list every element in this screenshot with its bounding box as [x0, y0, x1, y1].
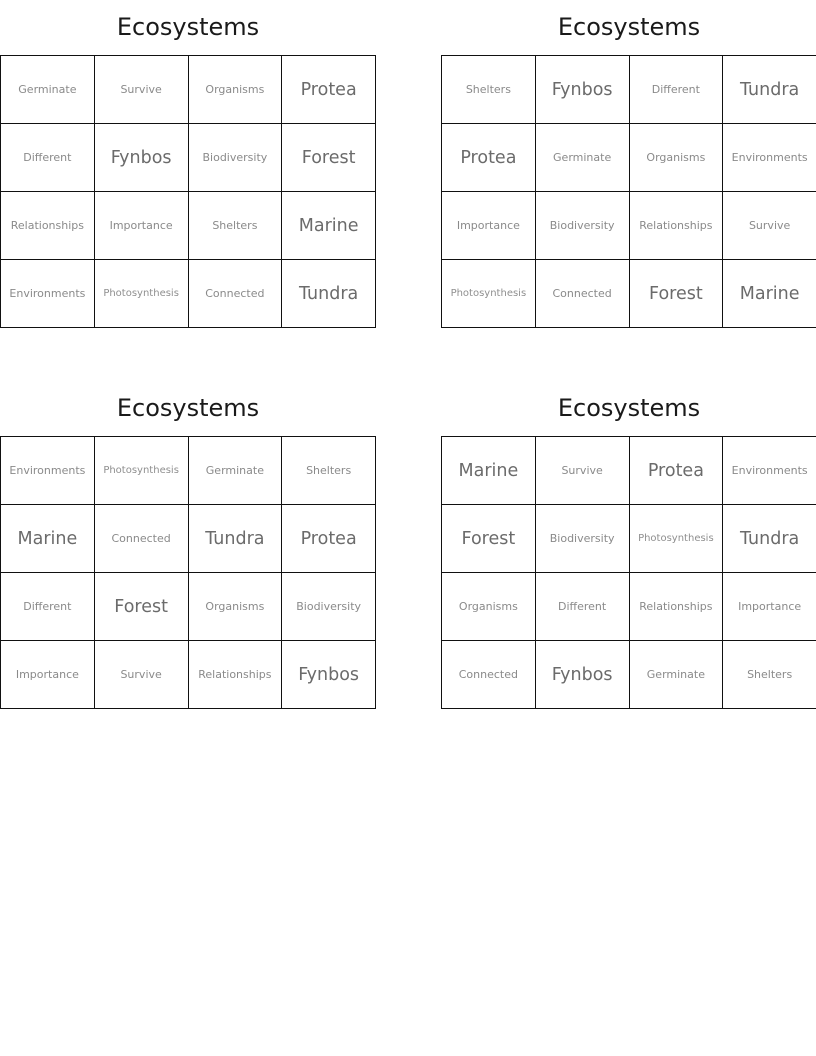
bingo-cell[interactable]: Shelters	[282, 437, 376, 505]
bingo-cell[interactable]: Marine	[723, 260, 816, 328]
bingo-cell[interactable]: Protea	[282, 56, 376, 124]
bingo-row	[1, 56, 376, 124]
bingo-cell[interactable]: Importance	[1, 641, 95, 709]
bingo-cell[interactable]: Photosynthesis	[94, 437, 188, 505]
bingo-cell[interactable]: Organisms	[188, 56, 282, 124]
card-title: Ecosystems	[557, 394, 701, 422]
bingo-card	[441, 12, 816, 328]
bingo-row	[442, 260, 816, 328]
bingo-cell[interactable]: Relationships	[629, 573, 723, 641]
bingo-cell[interactable]: Marine	[282, 192, 376, 260]
bingo-card	[0, 12, 376, 328]
bingo-cell[interactable]: Importance	[94, 192, 188, 260]
bingo-cell[interactable]: Tundra	[282, 260, 376, 328]
bingo-cell[interactable]: Biodiversity	[188, 124, 282, 192]
bingo-cell[interactable]: Connected	[535, 260, 629, 328]
bingo-cell[interactable]: Forest	[94, 573, 188, 641]
bingo-cell[interactable]: Survive	[94, 56, 188, 124]
bingo-cell[interactable]: Organisms	[188, 573, 282, 641]
bingo-cell[interactable]: Relationships	[188, 641, 282, 709]
bingo-cell[interactable]: Different	[1, 573, 95, 641]
bingo-cell[interactable]: Tundra	[188, 505, 282, 573]
bingo-cell[interactable]: Biodiversity	[282, 573, 376, 641]
bingo-row	[1, 192, 376, 260]
bingo-cell[interactable]: Importance	[723, 573, 816, 641]
bingo-cell[interactable]: Marine	[1, 505, 95, 573]
bingo-grid-body	[442, 437, 816, 709]
bingo-cell[interactable]: Biodiversity	[535, 192, 629, 260]
bingo-cell[interactable]: Fynbos	[535, 56, 629, 124]
bingo-cell[interactable]: Germinate	[535, 124, 629, 192]
bingo-cell[interactable]: Biodiversity	[535, 505, 629, 573]
bingo-cell[interactable]: Shelters	[723, 641, 816, 709]
bingo-row	[442, 192, 816, 260]
bingo-cell[interactable]: Photosynthesis	[94, 260, 188, 328]
bingo-cell[interactable]: Tundra	[723, 56, 816, 124]
bingo-cell[interactable]: Fynbos	[282, 641, 376, 709]
bingo-card	[0, 393, 376, 709]
bingo-cell[interactable]: Forest	[282, 124, 376, 192]
bingo-grid-body	[442, 56, 816, 328]
bingo-cell[interactable]: Marine	[442, 437, 536, 505]
bingo-cell[interactable]: Connected	[94, 505, 188, 573]
bingo-cell[interactable]: Environments	[1, 260, 95, 328]
bingo-cell[interactable]: Forest	[442, 505, 536, 573]
card-title: Ecosystems	[116, 13, 260, 41]
bingo-cell[interactable]: Different	[629, 56, 723, 124]
bingo-row	[442, 505, 816, 573]
bingo-grid	[441, 436, 816, 709]
bingo-cell[interactable]: Tundra	[723, 505, 816, 573]
bingo-cell[interactable]: Germinate	[188, 437, 282, 505]
bingo-row	[1, 124, 376, 192]
bingo-cell[interactable]: Connected	[442, 641, 536, 709]
bingo-grid-body	[1, 56, 376, 328]
bingo-row	[1, 260, 376, 328]
bingo-cell[interactable]: Fynbos	[535, 641, 629, 709]
bingo-cell[interactable]: Importance	[442, 192, 536, 260]
bingo-cell[interactable]: Relationships	[629, 192, 723, 260]
bingo-cell[interactable]: Survive	[94, 641, 188, 709]
bingo-cell[interactable]: Environments	[723, 124, 816, 192]
bingo-cell[interactable]: Different	[1, 124, 95, 192]
bingo-row	[1, 573, 376, 641]
bingo-cell[interactable]: Protea	[629, 437, 723, 505]
bingo-cell[interactable]: Organisms	[629, 124, 723, 192]
bingo-grid	[0, 55, 376, 328]
bingo-cell[interactable]: Protea	[282, 505, 376, 573]
bingo-cell[interactable]: Environments	[723, 437, 816, 505]
bingo-grid	[0, 436, 376, 709]
bingo-cell[interactable]: Survive	[535, 437, 629, 505]
bingo-cell[interactable]: Connected	[188, 260, 282, 328]
bingo-row	[1, 505, 376, 573]
bingo-cell[interactable]: Different	[535, 573, 629, 641]
bingo-row	[442, 56, 816, 124]
bingo-cell[interactable]: Survive	[723, 192, 816, 260]
card-title: Ecosystems	[116, 394, 260, 422]
bingo-cell[interactable]: Germinate	[1, 56, 95, 124]
bingo-cell[interactable]: Photosynthesis	[442, 260, 536, 328]
bingo-cell[interactable]: Organisms	[442, 573, 536, 641]
bingo-cell[interactable]: Shelters	[442, 56, 536, 124]
bingo-cell[interactable]: Relationships	[1, 192, 95, 260]
bingo-grid-body	[1, 437, 376, 709]
bingo-row	[442, 437, 816, 505]
bingo-card	[441, 393, 816, 709]
bingo-row	[442, 641, 816, 709]
bingo-cell[interactable]: Protea	[442, 124, 536, 192]
bingo-cell[interactable]: Shelters	[188, 192, 282, 260]
bingo-grid	[441, 55, 816, 328]
card-title: Ecosystems	[557, 13, 701, 41]
bingo-cell[interactable]: Forest	[629, 260, 723, 328]
bingo-cell[interactable]: Fynbos	[94, 124, 188, 192]
bingo-cell[interactable]: Environments	[1, 437, 95, 505]
bingo-cell[interactable]: Photosynthesis	[629, 505, 723, 573]
bingo-row	[1, 641, 376, 709]
bingo-row	[1, 437, 376, 505]
bingo-cell[interactable]: Germinate	[629, 641, 723, 709]
bingo-row	[442, 124, 816, 192]
bingo-row	[442, 573, 816, 641]
